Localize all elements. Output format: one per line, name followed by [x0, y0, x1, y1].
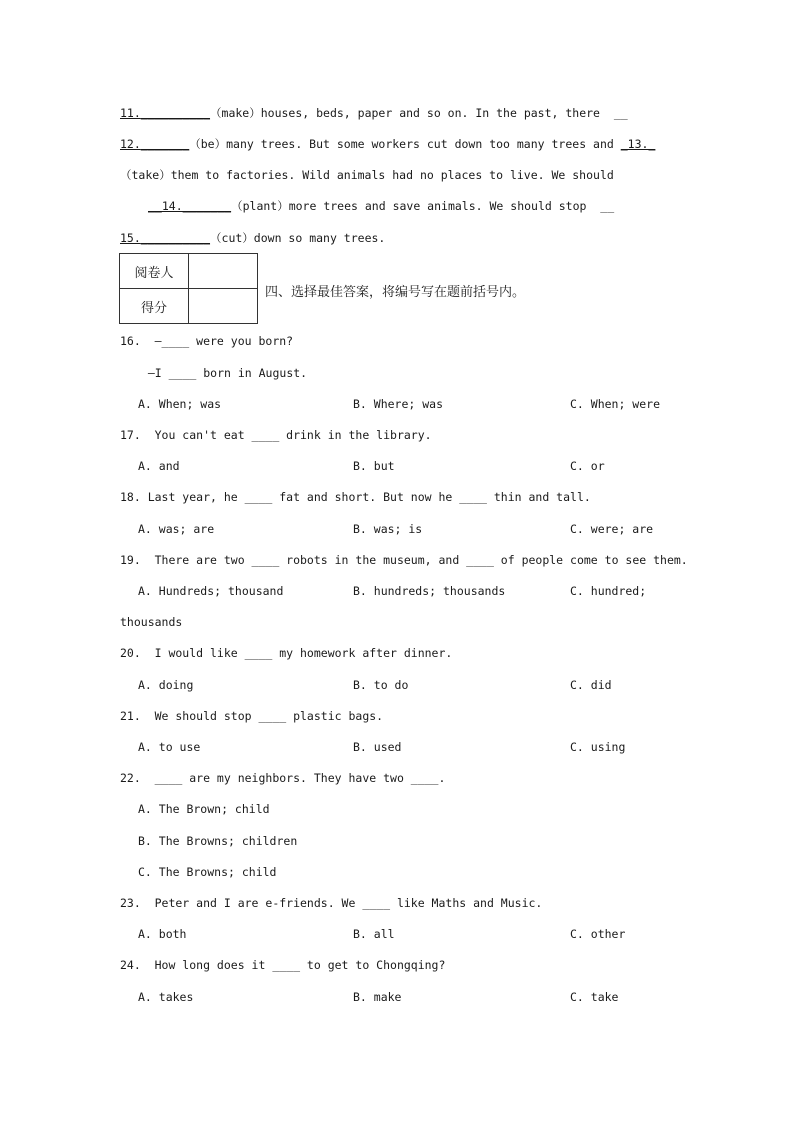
cloze-line-3: （take）them to factories. Wild animals had no places to live. We should	[120, 168, 614, 182]
option-a: A. doing	[138, 678, 194, 692]
question-24: 24. How long does it ____ to get to Chongqing?	[120, 958, 446, 972]
blank-15: 15.__________	[120, 231, 211, 245]
option-b: B. but	[353, 459, 395, 473]
option-a: A. to use	[138, 740, 201, 754]
question-18: 18. Last year, he ____ fat and short. But now he ____ thin and tall.	[120, 490, 591, 504]
option-b: B. used	[353, 740, 402, 754]
question-23: 23. Peter and I are e-friends. We ____ like Maths and Music.	[120, 896, 543, 910]
cloze-line-2: 12._______（be）many trees. But some workers cut down too many trees and _13._	[120, 137, 656, 151]
option-c: C. did	[570, 678, 612, 692]
option-c: C. When; were	[570, 397, 661, 411]
question-19: 19. There are two ____ robots in the museum, and ____ of people come to see them.	[120, 553, 688, 567]
reviewer-cell	[189, 254, 258, 289]
option-c: C. were; are	[570, 522, 654, 536]
cloze-line-5: 15.__________（cut）down so many trees.	[120, 231, 386, 245]
option-c: C. hundred;	[570, 584, 647, 598]
option-a: A. When; was	[138, 397, 222, 411]
question-16-response: —I ____ born in August.	[134, 366, 308, 380]
option-b: B. was; is	[353, 522, 423, 536]
option-a: A. The Brown; child	[138, 802, 270, 816]
question-22: 22. ____ are my neighbors. They have two ____.	[120, 771, 446, 785]
blank-12: 12._______	[120, 137, 190, 151]
option-a: A. takes	[138, 990, 194, 1004]
score-label: 得分	[120, 289, 189, 324]
option-b: B. make	[353, 990, 402, 1004]
cloze-line-1: 11.__________（make）houses, beds, paper and so on. In the past, there __	[120, 106, 628, 120]
option-c: C. using	[570, 740, 626, 754]
blank-11: 11.__________	[120, 106, 211, 120]
question-21: 21. We should stop ____ plastic bags.	[120, 709, 384, 723]
blank-14: __14._______	[148, 199, 232, 213]
option-a: A. was; are	[138, 522, 215, 536]
option-c: C. other	[570, 927, 626, 941]
option-a: A. and	[138, 459, 180, 473]
question-16: 16. —____ were you born?	[120, 334, 294, 348]
option-b: B. to do	[353, 678, 409, 692]
option-c: C. take	[570, 990, 619, 1004]
score-cell	[189, 289, 258, 324]
option-b: B. Where; was	[353, 397, 444, 411]
option-c-continued: thousands	[120, 615, 183, 629]
question-17: 17. You can't eat ____ drink in the library.	[120, 428, 432, 442]
option-a: A. Hundreds; thousand	[138, 584, 284, 598]
option-a: A. both	[138, 927, 187, 941]
option-c: C. or	[570, 459, 605, 473]
question-20: 20. I would like ____ my homework after dinner.	[120, 646, 453, 660]
score-table	[119, 253, 258, 324]
option-b: B. all	[353, 927, 395, 941]
option-b: B. The Browns; children	[138, 834, 298, 848]
cloze-line-4: __14._______（plant）more trees and save animals. We should stop __	[148, 199, 615, 213]
option-c: C. The Browns; child	[138, 865, 277, 879]
blank-13: _13._	[620, 137, 656, 151]
option-b: B. hundreds; thousands	[353, 584, 506, 598]
reviewer-label: 阅卷人	[120, 254, 189, 289]
section-title: 四、选择最佳答案，将编号写在题前括号内。	[265, 285, 526, 300]
